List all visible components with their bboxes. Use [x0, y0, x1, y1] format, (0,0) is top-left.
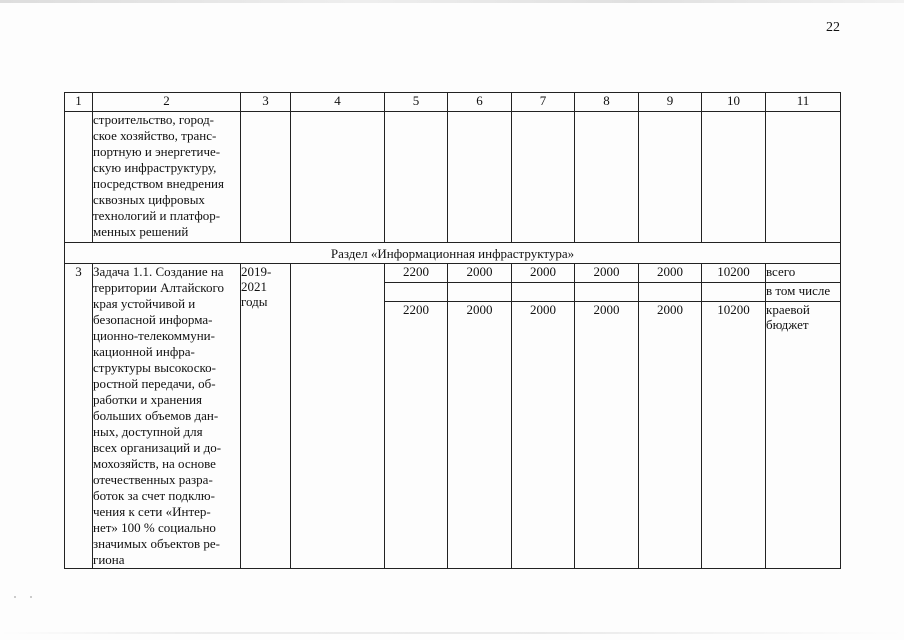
- text-line: менных решений: [93, 224, 189, 239]
- text-line: отечественных разра-: [93, 472, 213, 487]
- value-cell: [512, 283, 575, 302]
- text-line: скую инфраструктуру,: [93, 160, 217, 175]
- page-number: 22: [826, 20, 840, 35]
- value-cell: [639, 283, 702, 302]
- task-executor-cell: [291, 264, 385, 569]
- continuation-description: [93, 112, 241, 243]
- task-row-total: [65, 264, 841, 283]
- funding-label: краевой бюджет: [766, 302, 841, 569]
- text-line: 2019-: [241, 264, 272, 279]
- task-description: [93, 264, 241, 569]
- text-line: больших объемов дан-: [93, 408, 219, 423]
- header-cell: 7: [512, 93, 575, 112]
- scan-speck: [30, 596, 32, 598]
- text-line: территории Алтайского: [93, 280, 224, 295]
- text-line: 2021: [241, 279, 267, 294]
- table-cell: [702, 112, 766, 243]
- text-line: края устойчивой и: [93, 296, 196, 311]
- funding-label: всего: [766, 264, 841, 283]
- value-cell: 10200: [702, 264, 766, 283]
- text-line: ционно-телекоммуни-: [93, 328, 215, 343]
- section-title: Раздел «Информационная инфраструктура»: [65, 243, 841, 264]
- text-line: гиона: [93, 552, 125, 567]
- header-cell: 11: [766, 93, 841, 112]
- value-cell: 2000: [512, 302, 575, 569]
- text-line: значимых объектов ре-: [93, 536, 220, 551]
- text-line: кационной инфра-: [93, 344, 195, 359]
- budget-table: [64, 92, 841, 569]
- value-cell: 2000: [639, 264, 702, 283]
- text-line: Задача 1.1. Создание на: [93, 264, 224, 279]
- table-cell: [512, 112, 575, 243]
- text-line: ных, доступной для: [93, 424, 203, 439]
- text-line: всех организаций и до-: [93, 440, 222, 455]
- value-cell: 2000: [512, 264, 575, 283]
- table-cell: [448, 112, 512, 243]
- value-cell: 2000: [575, 302, 639, 569]
- text-line: нет» 100 % социально: [93, 520, 216, 535]
- header-cell: 2: [93, 93, 241, 112]
- header-row: [65, 93, 841, 112]
- continuation-row: [65, 112, 841, 243]
- scan-bottom-edge: [0, 632, 904, 634]
- text-line: ское хозяйство, транс-: [93, 128, 217, 143]
- table-cell: [241, 112, 291, 243]
- value-cell: [448, 283, 512, 302]
- text-line: портную и энергетиче-: [93, 144, 221, 159]
- text-line: строительство, город-: [93, 112, 215, 127]
- scan-top-edge: [0, 0, 904, 3]
- header-cell: 6: [448, 93, 512, 112]
- value-cell: 2000: [575, 264, 639, 283]
- value-cell: 2000: [448, 264, 512, 283]
- text-line: мохозяйств, на основе: [93, 456, 216, 471]
- table-cell: [575, 112, 639, 243]
- funding-label: в том числе: [766, 283, 841, 302]
- text-line: боток за счет подклю-: [93, 488, 215, 503]
- value-cell: [385, 283, 448, 302]
- table-cell: [639, 112, 702, 243]
- scan-speck: [14, 596, 16, 598]
- value-cell: 2200: [385, 264, 448, 283]
- value-cell: [702, 283, 766, 302]
- table-cell: [65, 112, 93, 243]
- header-cell: 4: [291, 93, 385, 112]
- header-cell: 1: [65, 93, 93, 112]
- value-cell: 2200: [385, 302, 448, 569]
- text-line: ростной передачи, об-: [93, 376, 216, 391]
- value-cell: [575, 283, 639, 302]
- task-number: 3: [65, 264, 93, 569]
- header-cell: 5: [385, 93, 448, 112]
- value-cell: 2000: [448, 302, 512, 569]
- text-line: работки и хранения: [93, 392, 203, 407]
- text-line: чения к сети «Интер-: [93, 504, 211, 519]
- value-cell: 2000: [639, 302, 702, 569]
- header-cell: 10: [702, 93, 766, 112]
- text-line: структуры высокоско-: [93, 360, 216, 375]
- text-line: годы: [241, 294, 268, 309]
- header-cell: 9: [639, 93, 702, 112]
- text-line: сквозных цифровых: [93, 192, 205, 207]
- table-cell: [385, 112, 448, 243]
- value-cell: 10200: [702, 302, 766, 569]
- text-line: безопасной информа-: [93, 312, 213, 327]
- section-row: [65, 243, 841, 264]
- table-cell: [766, 112, 841, 243]
- text-line: технологий и платфор-: [93, 208, 221, 223]
- text-line: посредством внедрения: [93, 176, 224, 191]
- header-cell: 3: [241, 93, 291, 112]
- table-cell: [291, 112, 385, 243]
- task-period: [241, 264, 291, 569]
- header-cell: 8: [575, 93, 639, 112]
